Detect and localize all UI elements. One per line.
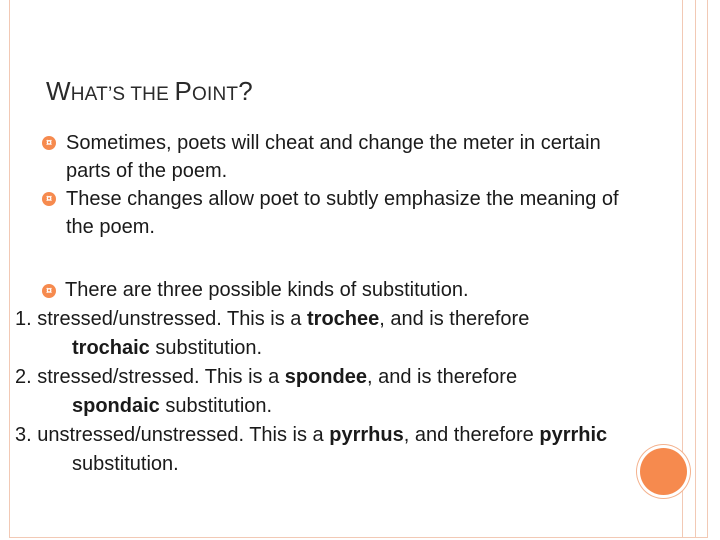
item-mid: , and is therefore	[379, 308, 530, 330]
slide-title	[46, 76, 253, 107]
substitution-item	[8, 363, 608, 421]
orange-circle-bullet-icon: ¤	[42, 136, 56, 150]
item-pre: unstressed/unstressed. This is a	[31, 424, 330, 446]
right-decorative-band	[682, 0, 696, 538]
item-mid: , and therefore	[403, 424, 540, 446]
item-post: substitution.	[159, 395, 273, 417]
bullet-item	[42, 185, 622, 241]
title-part: P	[174, 76, 192, 106]
item-adjective: pyrrhic	[539, 424, 608, 446]
item-adjective: spondaic	[72, 395, 160, 417]
title-part: HAT’S THE	[70, 84, 175, 105]
substitution-intro	[8, 276, 608, 305]
item-pre: stressed/stressed. This is a	[31, 366, 285, 388]
bullet-item	[42, 129, 622, 185]
item-number: 2.	[15, 366, 32, 388]
item-number: 1.	[15, 308, 32, 330]
substitution-item	[8, 421, 608, 479]
title-part: ?	[238, 76, 253, 106]
item-term: pyrrhus	[329, 424, 404, 446]
title-part: OINT	[192, 84, 239, 105]
item-post: substitution.	[149, 337, 263, 359]
orange-circle-decoration	[640, 448, 687, 495]
item-term: spondee	[284, 366, 367, 388]
orange-circle-bullet-icon: ¤	[42, 284, 56, 298]
title-part: W	[46, 76, 71, 106]
substitution-section	[8, 276, 608, 479]
substitution-intro-text: There are three possible kinds of substitution.	[65, 279, 469, 301]
bullet-text: These changes allow poet to subtly emphasize the meaning of the poem.	[66, 188, 619, 238]
item-number: 3.	[15, 424, 32, 446]
item-term: trochee	[307, 308, 380, 330]
bullet-text: Sometimes, poets will cheat and change the meter in certain parts of the poem.	[66, 132, 601, 182]
item-pre: stressed/unstressed. This is a	[31, 308, 307, 330]
orange-circle-bullet-icon: ¤	[42, 192, 56, 206]
item-adjective: trochaic	[72, 337, 150, 359]
item-mid: , and is therefore	[367, 366, 518, 388]
item-post: substitution.	[72, 453, 179, 475]
bullet-list	[42, 129, 622, 241]
substitution-item	[8, 305, 608, 363]
